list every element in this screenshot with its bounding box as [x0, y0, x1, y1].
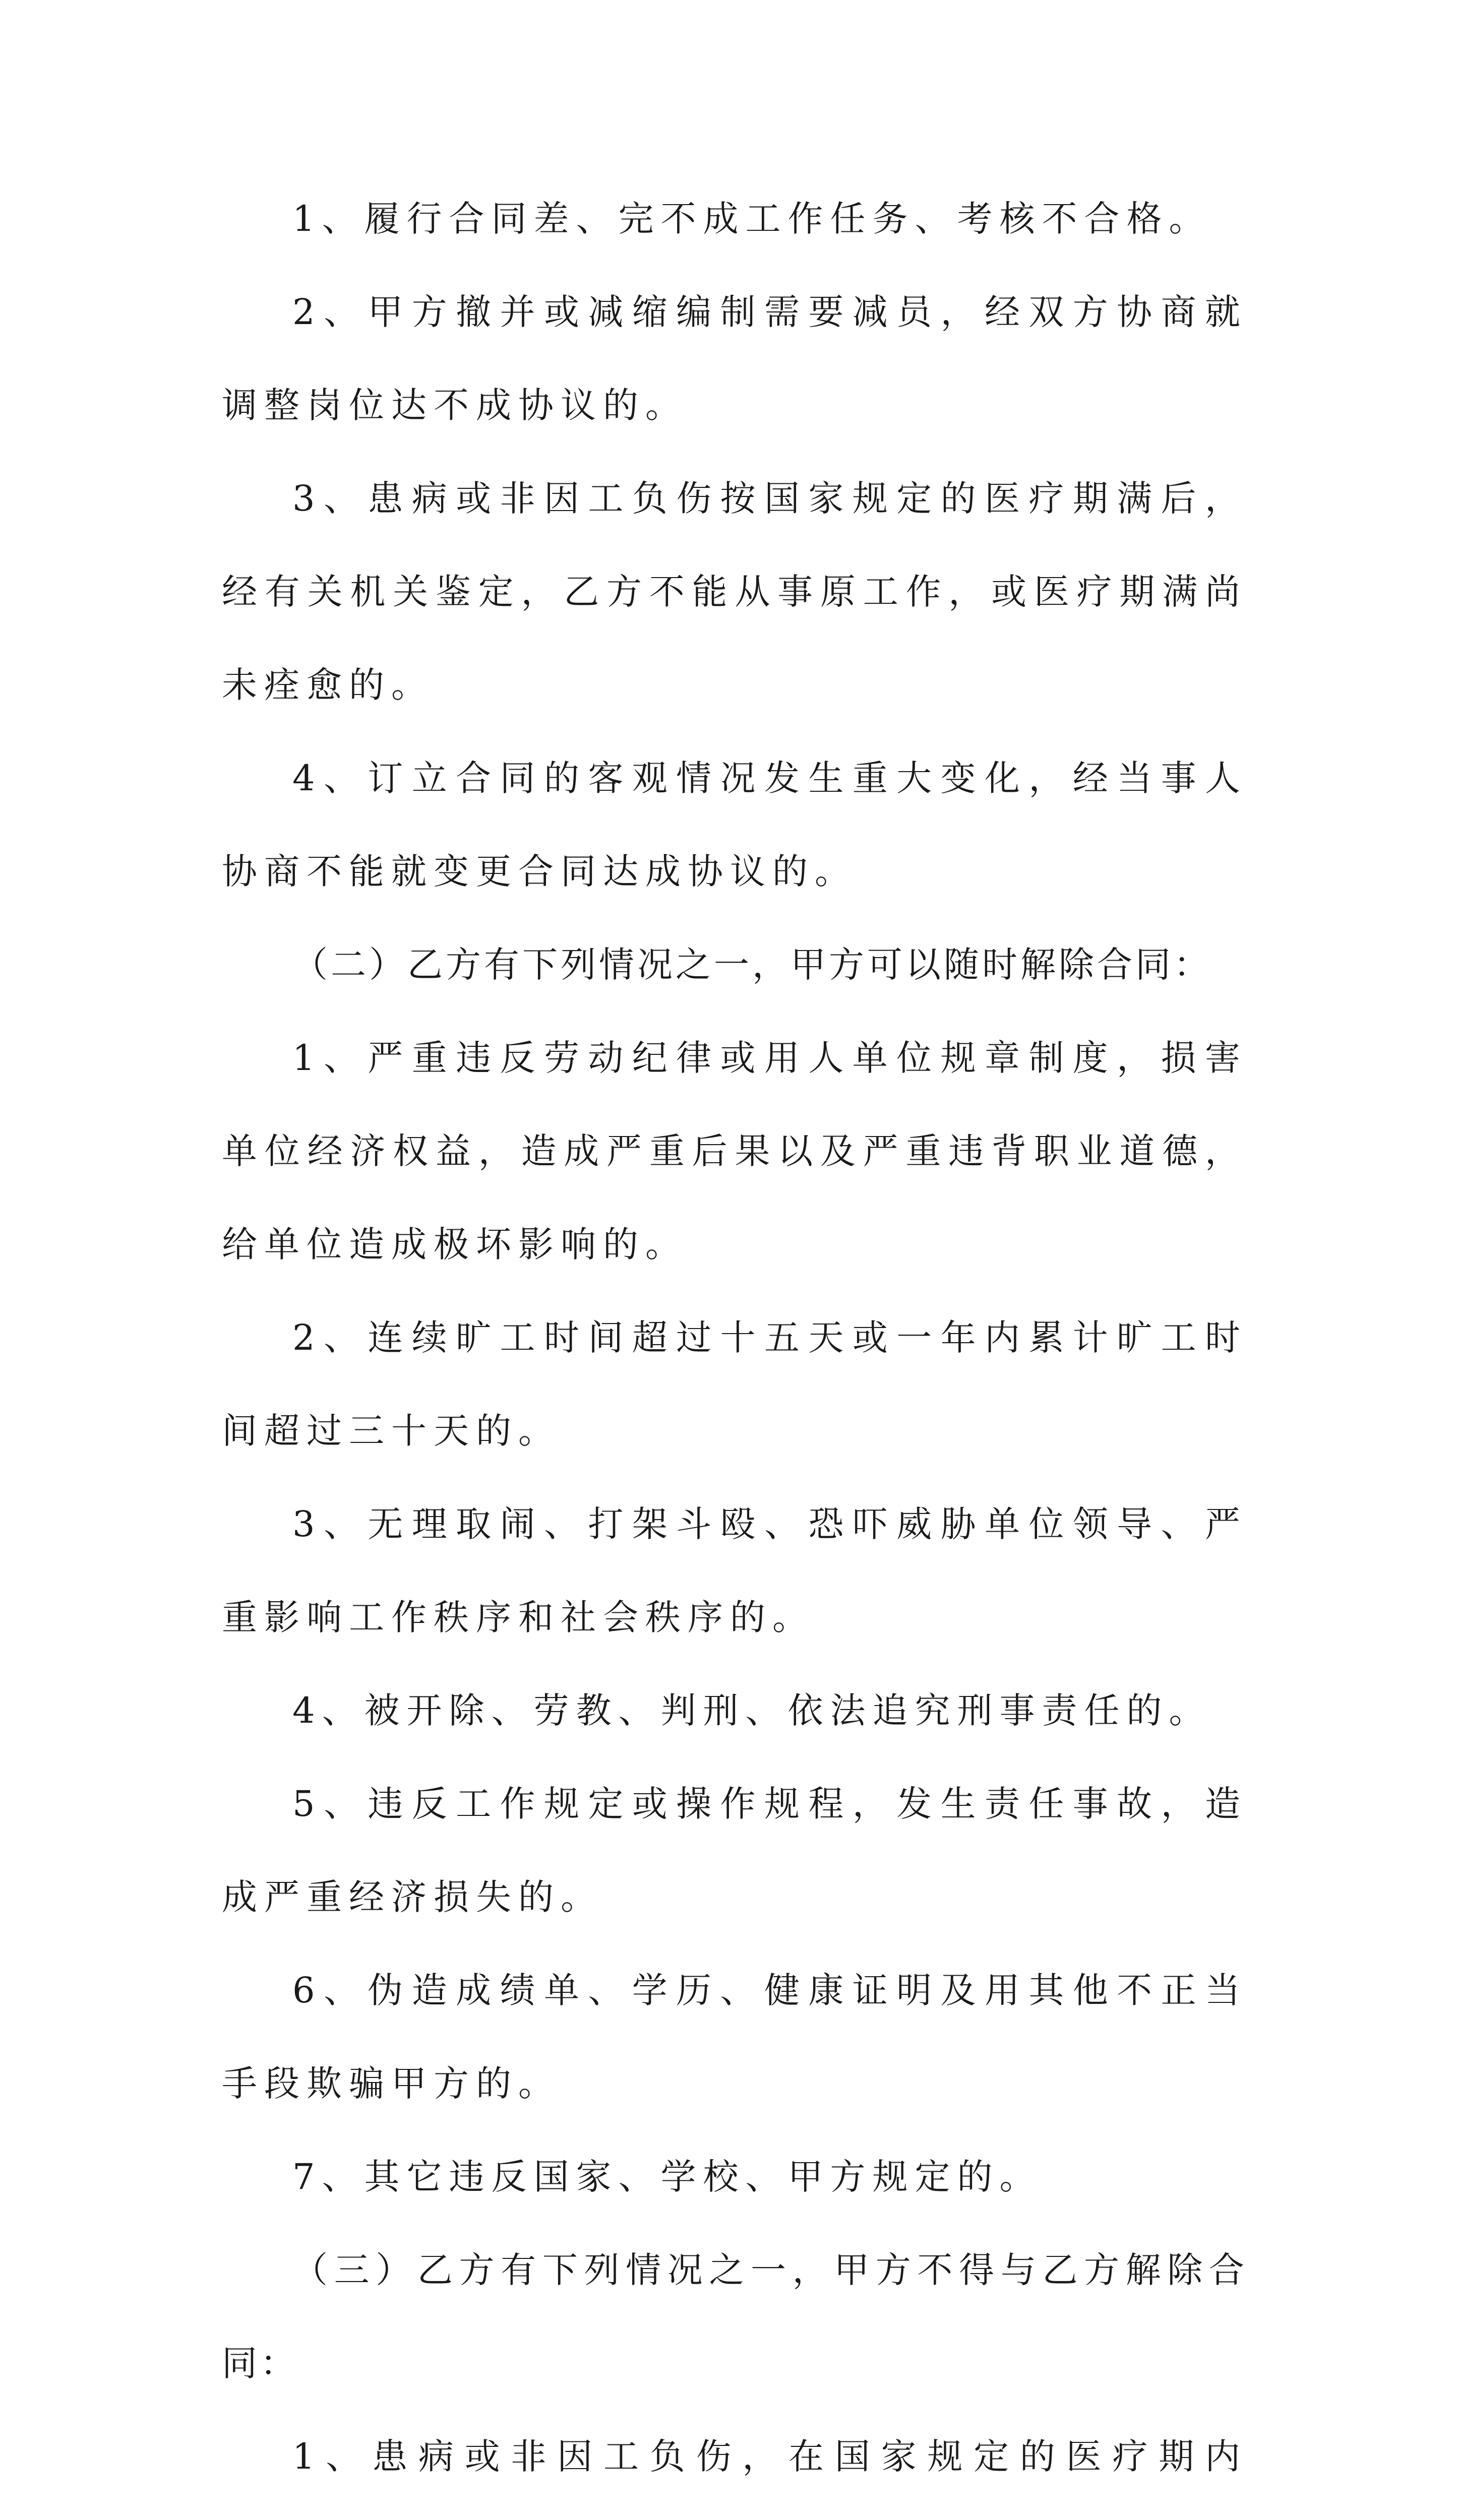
paragraph: 4、订立合同的客观情况发生重大变化，经当事人协商不能就变更合同达成协议的。: [222, 758, 1247, 892]
paragraph: 2、甲方撤并或减缩编制需要减员，经双方协商就调整岗位达不成协议的。: [222, 291, 1247, 426]
paragraph: 1、履行合同差、完不成工作任务、考核不合格。: [292, 198, 1211, 239]
paragraph: 3、无理取闹、打架斗殴、恐吓威胁单位领导、严重影响工作秩序和社会秩序的。: [222, 1503, 1247, 1638]
paragraph: 5、违反工作规定或操作规程，发生责任事故，造成严重经济损失的。: [222, 1783, 1247, 1918]
paragraph: 3、患病或非因工负伤按国家规定的医疗期满后，经有关机关鉴定，乙方不能从事原工作，或医疗期满尚未痊愈的。: [222, 478, 1247, 706]
paragraph: 1、患病或非因工负伤，在国家规定的医疗期内: [292, 2436, 1247, 2477]
paragraph: 6、伪造成绩单、学历、健康证明及用其他不正当手段欺骗甲方的。: [222, 1970, 1247, 2104]
document-body: [222, 172, 1247, 2520]
section-heading: （三）乙方有下列情况之一，甲方不得与乙方解除合同：: [222, 2249, 1247, 2384]
section-heading: （二）乙方有下列情况之一，甲方可以随时解除合同：: [292, 944, 1212, 985]
paragraph: 4、被开除、劳教、判刑、依法追究刑事责任的。: [292, 1690, 1211, 1731]
paragraph: 1、严重违反劳动纪律或用人单位规章制度，损害单位经济权益，造成严重后果以及严重违背职业道德，给单位造成极坏影响的。: [222, 1037, 1247, 1265]
paragraph: 7、其它违反国家、学校、甲方规定的。: [292, 2156, 1042, 2197]
paragraph: 2、连续旷工时间超过十五天或一年内累计旷工时间超过三十天的。: [222, 1317, 1247, 1452]
